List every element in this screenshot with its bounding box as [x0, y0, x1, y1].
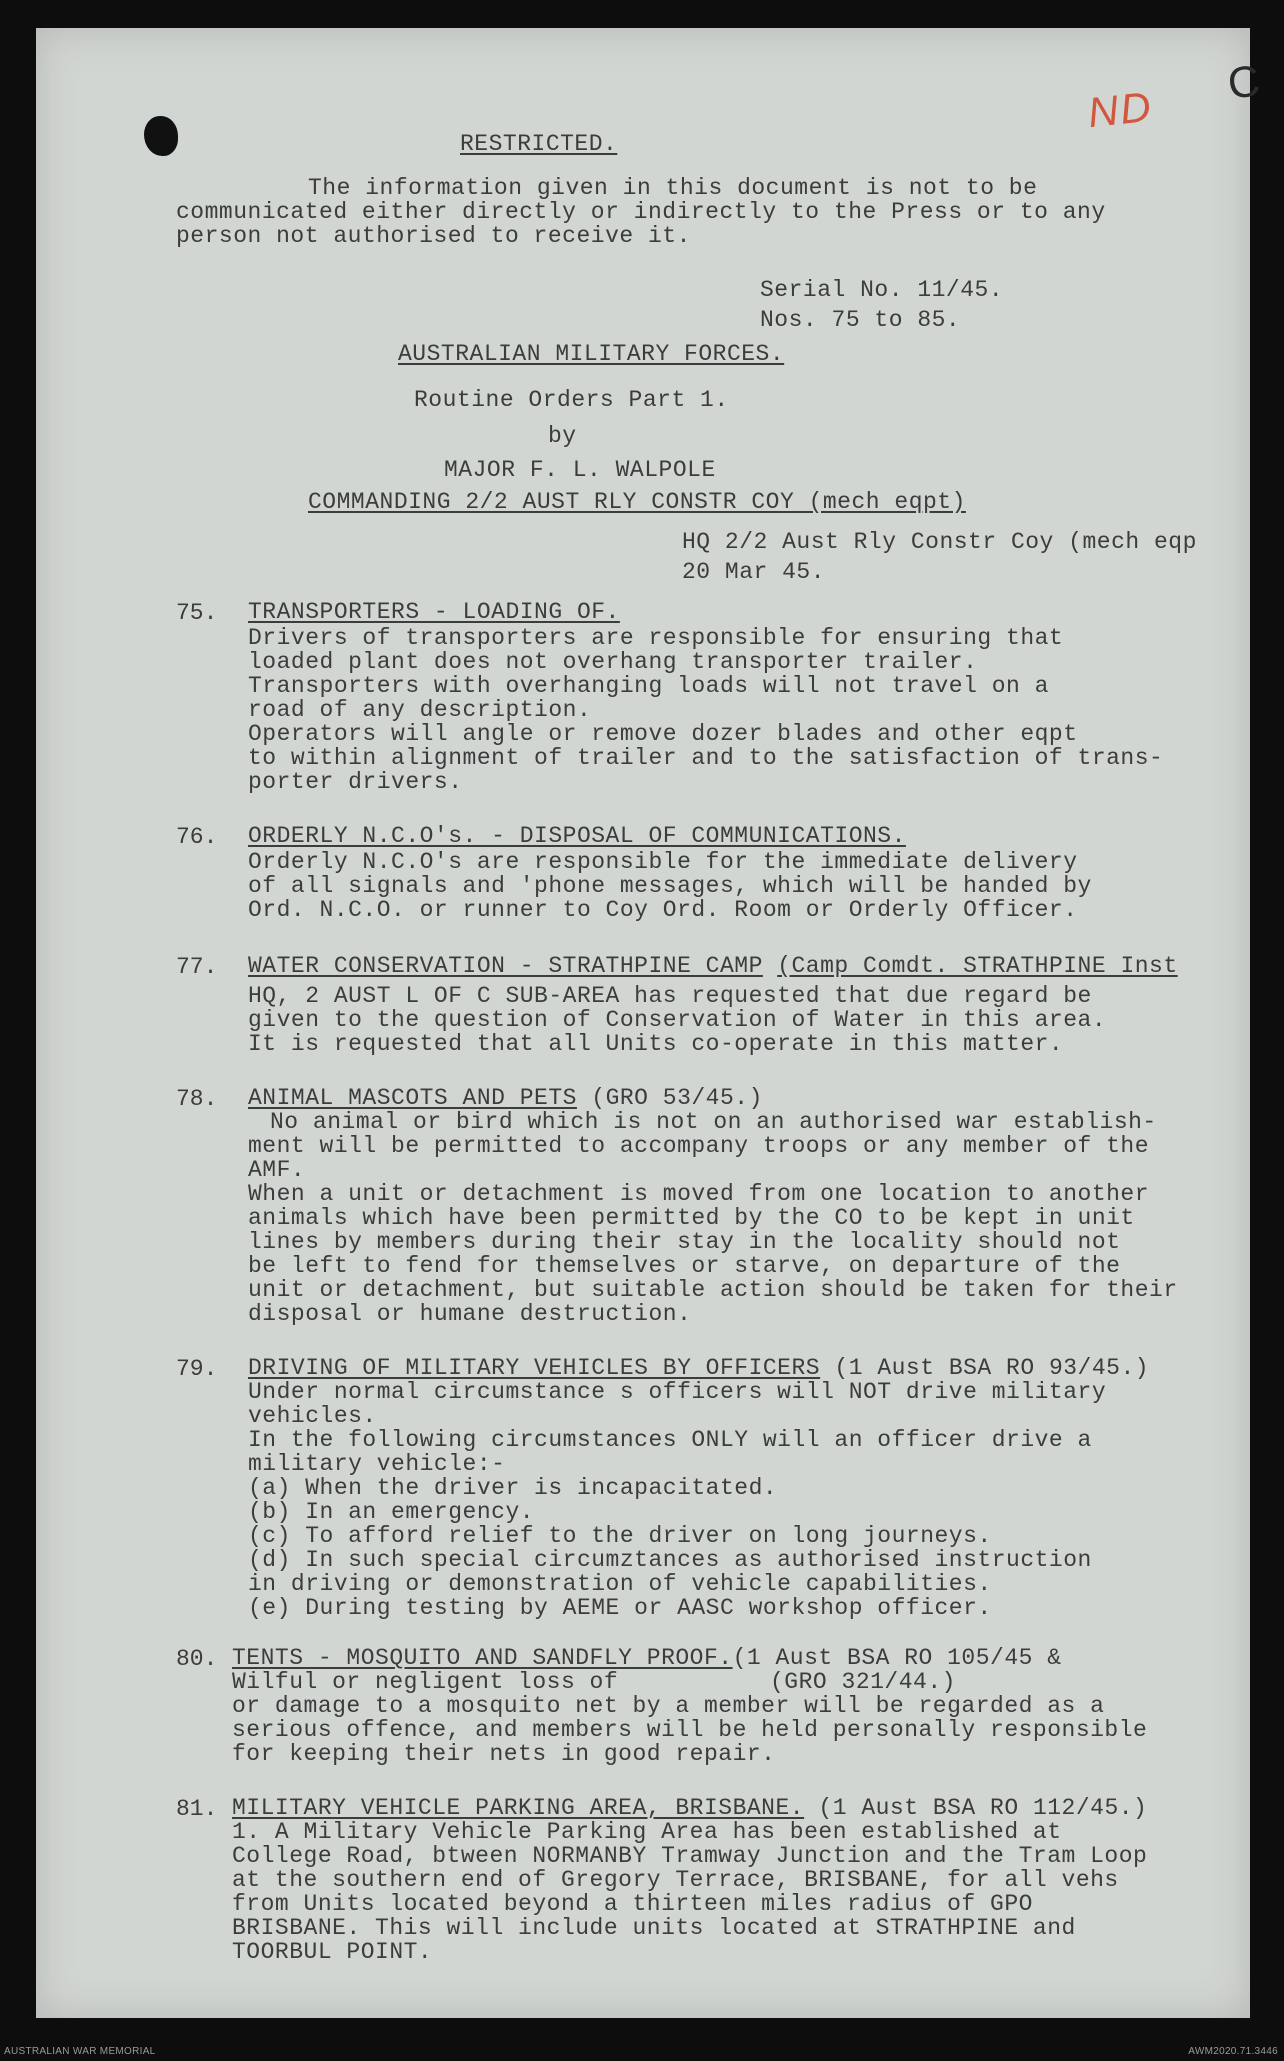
- order-number: 78.: [176, 1086, 218, 1112]
- order-line: vehicles.: [248, 1403, 377, 1429]
- order-number: 75.: [176, 600, 218, 626]
- order-line: to within alignment of trailer and to the satisfaction of trans-: [248, 745, 1164, 771]
- order-line: Drivers of transporters are responsible for ensuring that: [248, 625, 1064, 651]
- order-line: given to the question of Conservation of Water in this area.: [248, 1007, 1107, 1033]
- order-title: DRIVING OF MILITARY VEHICLES BY OFFICERS: [248, 1355, 821, 1381]
- order-reference: (1 Aust BSA RO 93/45.): [834, 1355, 1150, 1381]
- order-line: military vehicle:-: [248, 1451, 506, 1477]
- order-line: (c) To afford relief to the driver on long journeys.: [248, 1523, 992, 1549]
- order-line: When a unit or detachment is moved from one location to another: [248, 1181, 1150, 1207]
- order-line: Orderly N.C.O's are responsible for the immediate delivery: [248, 849, 1078, 875]
- order-line: disposal or humane destruction.: [248, 1301, 692, 1327]
- forces-heading: AUSTRALIAN MILITARY FORCES.: [398, 341, 785, 367]
- order-line: serious offence, and members will be held personally responsible: [232, 1717, 1148, 1743]
- order-number: 79.: [176, 1356, 218, 1382]
- order-line: porter drivers.: [248, 769, 463, 795]
- handwritten-c-mark: C: [1224, 56, 1263, 109]
- order-line: 1. A Military Vehicle Parking Area has been established at: [232, 1819, 1062, 1845]
- notice-line: The information given in this document is not to be: [308, 175, 1038, 201]
- order-line: road of any description.: [248, 697, 592, 723]
- order-line: (a) When the driver is incapacitated.: [248, 1475, 778, 1501]
- major-name: MAJOR F. L. WALPOLE: [444, 457, 716, 483]
- serial-number: Serial No. 11/45.: [760, 277, 1004, 303]
- order-line: Operators will angle or remove dozer blades and other eqpt: [248, 721, 1078, 747]
- order-reference: (1 Aust BSA RO 112/45.): [818, 1795, 1148, 1821]
- order-reference: (GRO 53/45.): [591, 1085, 763, 1111]
- document-page: [36, 28, 1263, 2018]
- order-line: (d) In such special circumztances as authorised instruction: [248, 1547, 1092, 1573]
- order-line: AMF.: [248, 1157, 306, 1183]
- order-title-row: [248, 954, 1178, 978]
- order-line: (b) In an emergency.: [248, 1499, 535, 1525]
- order-number: 81.: [176, 1796, 218, 1822]
- handwritten-nd-mark: ND: [1085, 82, 1155, 137]
- order-line: It is requested that all Units co-operate in this matter.: [248, 1031, 1064, 1057]
- restricted-heading: RESTRICTED.: [460, 131, 618, 157]
- order-reference-second: (GRO 321/44.): [770, 1669, 956, 1695]
- order-title-row: [248, 1356, 1149, 1380]
- notice-line: person not authorised to receive it.: [176, 223, 691, 249]
- order-line: loaded plant does not overhang transporter trailer.: [248, 649, 978, 675]
- order-line: TOORBUL POINT.: [232, 1939, 433, 1965]
- order-number: 80.: [176, 1646, 218, 1672]
- order-line: (e) During testing by AEME or AASC workshop officer.: [248, 1595, 992, 1621]
- routine-orders-heading: Routine Orders Part 1.: [414, 387, 729, 413]
- order-line: at the southern end of Gregory Terrace, BRISBANE, for all vehs: [232, 1867, 1119, 1893]
- order-title: ORDERLY N.C.O's. - DISPOSAL OF COMMUNICATIONS.: [248, 823, 906, 849]
- order-line: of all signals and 'phone messages, which will be handed by: [248, 873, 1092, 899]
- order-title: WATER CONSERVATION - STRATHPINE CAMP: [248, 953, 763, 979]
- order-line: unit or detachment, but suitable action should be taken for their: [248, 1277, 1178, 1303]
- date-line: 20 Mar 45.: [682, 559, 826, 585]
- footer-source: AUSTRALIAN WAR MEMORIAL: [4, 2046, 156, 2057]
- order-title: TENTS - MOSQUITO AND SANDFLY PROOF.: [232, 1645, 733, 1671]
- order-reference: (Camp Comdt. STRATHPINE Inst: [777, 953, 1178, 979]
- order-line: In the following circumstances ONLY will an officer drive a: [248, 1427, 1092, 1453]
- order-line: be left to fend for themselves or starve, on departure of the: [248, 1253, 1121, 1279]
- order-title: MILITARY VEHICLE PARKING AREA, BRISBANE.: [232, 1795, 805, 1821]
- order-line: No animal or bird which is not on an authorised war establish-: [270, 1109, 1157, 1135]
- footer-accession: AWM2020.71.3446: [1188, 2046, 1278, 2057]
- order-line: BRISBANE. This will include units located at STRATHPINE and: [232, 1915, 1076, 1941]
- commanding-line: COMMANDING 2/2 AUST RLY CONSTR COY (mech eqpt): [308, 489, 966, 515]
- notice-line: communicated either directly or indirectly to the Press or to any: [176, 199, 1106, 225]
- order-title-row: [232, 1796, 1147, 1820]
- hq-line: HQ 2/2 Aust Rly Constr Coy (mech eqp: [682, 529, 1197, 555]
- order-title: ANIMAL MASCOTS AND PETS: [248, 1085, 577, 1111]
- by-line: by: [548, 423, 577, 449]
- order-line: Transporters with overhanging loads will not travel on a: [248, 673, 1049, 699]
- order-line: or damage to a mosquito net by a member will be regarded as a: [232, 1693, 1105, 1719]
- order-line: Ord. N.C.O. or runner to Coy Ord. Room or Orderly Officer.: [248, 897, 1078, 923]
- order-title: TRANSPORTERS - LOADING OF.: [248, 599, 620, 625]
- order-number: 76.: [176, 824, 218, 850]
- order-title-row: [248, 1086, 763, 1110]
- order-line: lines by members during their stay in the locality should not: [248, 1229, 1121, 1255]
- order-line: Under normal circumstance s officers will NOT drive military: [248, 1379, 1107, 1405]
- order-line: in driving or demonstration of vehicle capabilities.: [248, 1571, 992, 1597]
- order-line: College Road, btween NORMANBY Tramway Junction and the Tram Loop: [232, 1843, 1148, 1869]
- order-reference: (1 Aust BSA RO 105/45 &: [732, 1645, 1062, 1671]
- order-line: Wilful or negligent loss of: [232, 1669, 619, 1695]
- order-line: animals which have been permitted by the CO to be kept in unit: [248, 1205, 1135, 1231]
- order-line: HQ, 2 AUST L OF C SUB-AREA has requested that due regard be: [248, 983, 1092, 1009]
- order-line: ment will be permitted to accompany troops or any member of the: [248, 1133, 1150, 1159]
- order-title-row: [232, 1646, 1062, 1670]
- order-number: 77.: [176, 954, 218, 980]
- order-line: from Units located beyond a thirteen miles radius of GPO: [232, 1891, 1033, 1917]
- order-line: for keeping their nets in good repair.: [232, 1741, 776, 1767]
- order-numbers: Nos. 75 to 85.: [760, 307, 961, 333]
- punch-hole: [144, 116, 178, 156]
